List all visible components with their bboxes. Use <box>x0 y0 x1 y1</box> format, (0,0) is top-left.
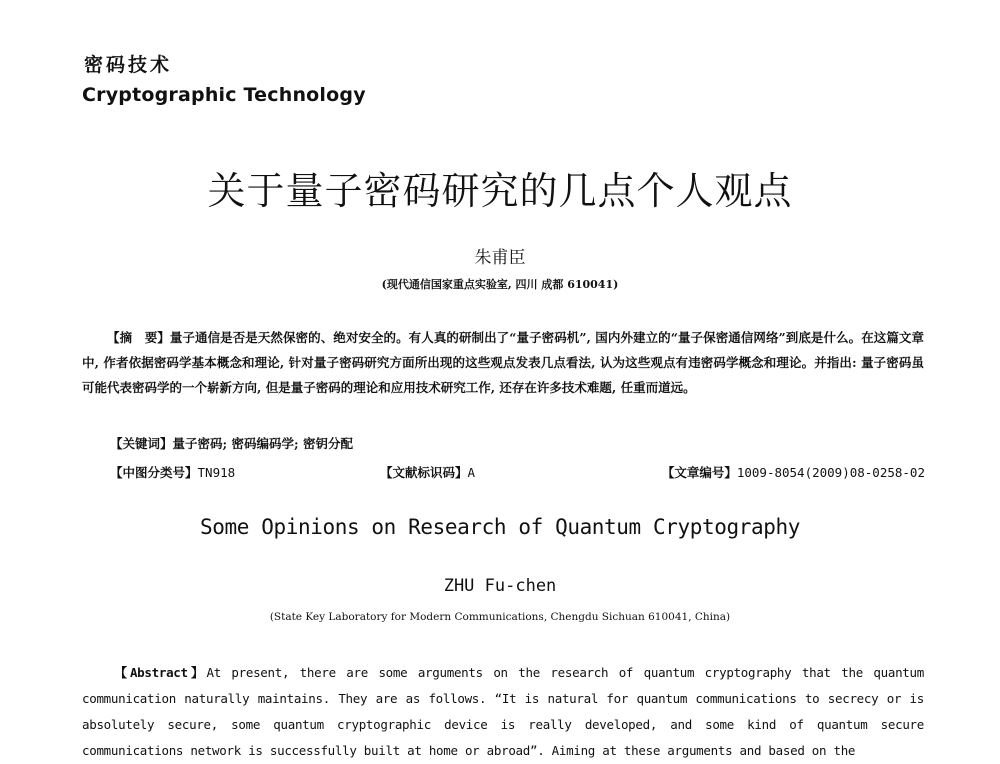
clc-value: TN918 <box>197 465 236 480</box>
document-code <box>380 463 475 481</box>
section-name-cn: 密码技术 <box>84 54 173 76</box>
article-no-value: 1009-8054(2009)08-0258-02 <box>736 465 925 480</box>
keywords-text-cn: 量子密码; 密码编码学; 密钥分配 <box>172 436 353 451</box>
abstract-cn <box>82 325 924 400</box>
article-no-label: 【文章编号】 <box>661 465 737 480</box>
abstract-text-en: At present, there are some arguments on the research of quantum cryptography that the quantum communication naturally maintains. They are as follows. “It is natural for quantum communications to secrecy or is absolutely secure, some quantum cryptographic device is really developed, and some kind of quantum secure communications network is successfully built at home or abroad”. Aiming at these arguments and based on the <box>82 665 924 758</box>
keywords-cn <box>110 434 353 452</box>
abstract-label-cn: 【摘 要】 <box>107 330 170 345</box>
paper-title-en: Some Opinions on Research of Quantum Cryptography <box>200 515 800 539</box>
affiliation-cn: (现代通信国家重点实验室, 四川 成都 610041) <box>381 278 619 291</box>
affiliation-en: (State Key Laboratory for Modern Communications, Chengdu Sichuan 610041, China) <box>269 611 731 623</box>
abstract-text-cn: 量子通信是否是天然保密的、绝对安全的。有人真的研制出了“量子密码机”, 国内外建立的“量子保密通信网络”到底是什么。在这篇文章中, 作者依据密码学基本概念和理论, 针对量子密码研究方面所出现的这些观点发表几点看法, 认为这些观点有违密码学概念和理论。并指出: 量子密码虽可能代表密码学的一个崭新方向, 但是量子密码的理论和应用技术研究工作, 还存在许多技术难题, 任重而道远。 <box>82 330 924 395</box>
doc-code-label: 【文献标识码】 <box>380 465 468 480</box>
clc-number <box>110 463 235 481</box>
doc-code-value: A <box>467 465 476 480</box>
article-number <box>662 463 925 481</box>
abstract-en <box>82 660 924 764</box>
author-en: ZHU Fu-chen <box>443 576 557 596</box>
author-cn: 朱甫臣 <box>474 248 526 268</box>
abstract-label-en: 【Abstract】 <box>114 665 207 680</box>
classification-row <box>110 463 925 483</box>
clc-label: 【中图分类号】 <box>110 465 198 480</box>
paper-title-cn: 关于量子密码研究的几点个人观点 <box>207 169 793 213</box>
keywords-label-cn: 【关键词】 <box>110 436 173 451</box>
section-name-en: Cryptographic Technology <box>82 84 366 106</box>
